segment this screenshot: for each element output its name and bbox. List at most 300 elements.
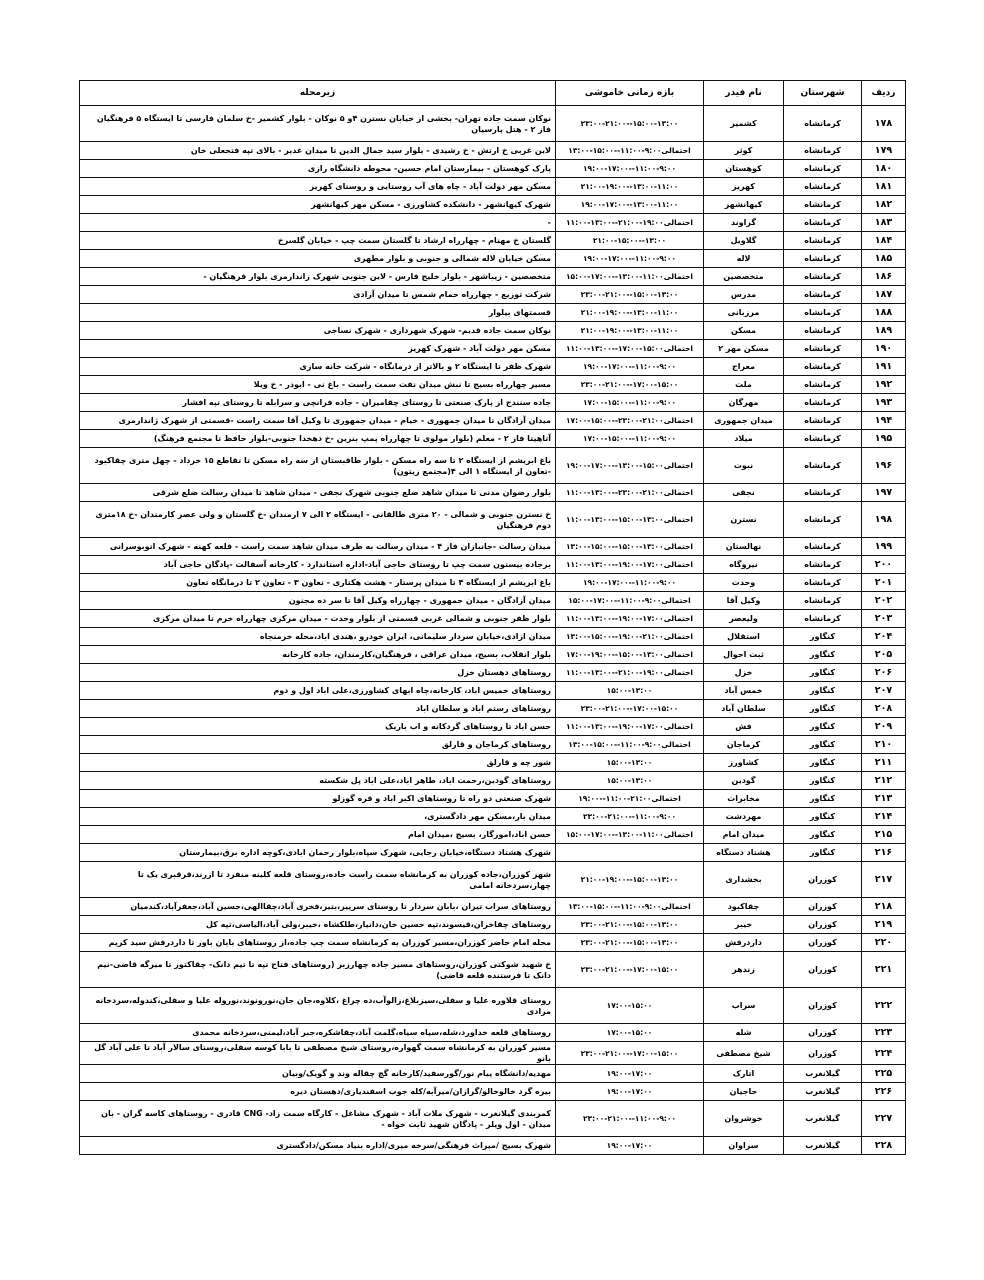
header-area: زیرمحله xyxy=(80,81,556,106)
area-cell: روستاهای خمیس اباد، کارخانه،چاه ابهای کشاورزی،علی اباد اول و دوم xyxy=(80,682,556,700)
outage-time-cell: ۲۳:۰۰-۲۱:۰۰--۱۵:۰۰-۱۳:۰۰ xyxy=(556,286,704,304)
outage-time-cell: ۱۹:۰۰-۱۷:۰۰ xyxy=(556,1083,704,1101)
table-row xyxy=(80,916,906,934)
outage-time-cell: ۱۹:۰۰-۱۷:۰۰ xyxy=(556,1137,704,1155)
row-number-cell: ۲۲۶ xyxy=(862,1083,906,1101)
row-number-cell: ۲۱۵ xyxy=(862,826,906,844)
table-row xyxy=(80,700,906,718)
city-cell: کنگاور xyxy=(784,664,862,682)
feeder-name-cell: مسکن مهر ۲ xyxy=(704,340,784,358)
area-cell: شرکت توزیع - چهارراه حمام شمس تا میدان آزادی xyxy=(80,286,556,304)
row-number-cell: ۱۸۱ xyxy=(862,178,906,196)
area-cell: روستای قلاوره علیا و سفلی،سیزبلاغ،زالوآب،ده چراغ ،کلاوه،جان جان،نورونوند،نوروله علیا و سفلی،کندوله،سردخانه مرادی xyxy=(80,988,556,1024)
city-cell: کنگاور xyxy=(784,826,862,844)
area-cell: روستاهای دهستان خزل xyxy=(80,664,556,682)
row-number-cell: ۲۰۳ xyxy=(862,610,906,628)
city-cell: گیلانغرب xyxy=(784,1137,862,1155)
outage-time-cell: احتمالی۱۵:۰۰-۱۳:۰۰--۱۷:۰۰-۱۹:۰۰ xyxy=(556,448,704,484)
area-cell: مسیر چهارراه بسیج تا نبش میدان نفت سمت راست - باغ نی - ابوذر - خ ویلا xyxy=(80,376,556,394)
feeder-name-cell: اتارک xyxy=(704,1065,784,1083)
feeder-name-cell: هشتاد دستگاه xyxy=(704,844,784,862)
outage-time-cell: ۱۵:۰۰-۱۳:۰۰ xyxy=(556,682,704,700)
feeder-name-cell: متخصصین xyxy=(704,268,784,286)
row-number-cell: ۲۰۵ xyxy=(862,646,906,664)
feeder-name-cell: ثبت احوال xyxy=(704,646,784,664)
area-cell: مسکن مهر دولت آباد - چاه های آب روستایی و روستای کهریز xyxy=(80,178,556,196)
feeder-name-cell: خمس آباد xyxy=(704,682,784,700)
table-row xyxy=(80,718,906,736)
header-row-number: ردیف xyxy=(862,81,906,106)
outage-time-cell: ۱۹:۰۰-۱۷:۰۰--۱۱:۰۰-۹:۰۰ xyxy=(556,250,704,268)
area-cell: شهرک بسیج /میراث فرهنگی/سرخه میری/اداره بنیاد مسکن/دادگستری xyxy=(80,1137,556,1155)
row-number-cell: ۲۱۱ xyxy=(862,754,906,772)
feeder-name-cell: سراب xyxy=(704,988,784,1024)
area-cell: بلوار رضوان مدنی تا میدان شاهد ضلع جنوبی شهرک نجفی - میدان شاهد تا میدان رسالت ضلع شرقی xyxy=(80,484,556,502)
outage-time-cell: احتمالی۱۹:۰۰-۲۱:۰۰--۱۳:۰۰-۱۱:۰۰ xyxy=(556,214,704,232)
city-cell: کوزران xyxy=(784,862,862,898)
row-number-cell: ۲۰۷ xyxy=(862,682,906,700)
feeder-name-cell: خیبر xyxy=(704,916,784,934)
outage-time-cell: احتمالی۲۱:۰۰-۱۱:۰۰--۱۹:۰۰ xyxy=(556,790,704,808)
feeder-name-cell: معراج xyxy=(704,358,784,376)
outage-time-cell: ۲۳:۰۰-۲۱:۰۰--۱۷:۰۰-۱۵:۰۰ xyxy=(556,952,704,988)
row-number-cell: ۲۲۷ xyxy=(862,1101,906,1137)
table-row xyxy=(80,232,906,250)
table-row xyxy=(80,250,906,268)
table-row xyxy=(80,484,906,502)
city-cell: کرمانشاه xyxy=(784,340,862,358)
outage-time-cell: احتمالی۲۱:۰۰-۱۹:۰۰--۱۵:۰۰-۱۳:۰۰ xyxy=(556,628,704,646)
feeder-name-cell: بخشداری xyxy=(704,862,784,898)
table-row xyxy=(80,664,906,682)
city-cell: کرمانشاه xyxy=(784,304,862,322)
outage-time-cell: ۱۹:۰۰-۱۷:۰۰ xyxy=(556,1065,704,1083)
feeder-name-cell: کهریز xyxy=(704,178,784,196)
feeder-name-cell: مخابرات xyxy=(704,790,784,808)
city-cell: کرمانشاه xyxy=(784,286,862,304)
outage-time-cell: ۱۹:۰۰-۱۷:۰۰--۱۱:۰۰-۹:۰۰ xyxy=(556,358,704,376)
row-number-cell: ۱۷۹ xyxy=(862,142,906,160)
outage-time-cell: ۱۵:۰۰-۱۳:۰۰ xyxy=(556,754,704,772)
outage-time-cell: ۲۱:۰۰-۱۹:۰۰--۱۳:۰۰-۱۱:۰۰ xyxy=(556,178,704,196)
row-number-cell: ۲۲۵ xyxy=(862,1065,906,1083)
city-cell: کنگاور xyxy=(784,844,862,862)
feeder-name-cell: مرزبانی xyxy=(704,304,784,322)
feeder-name-cell: نهالستان xyxy=(704,538,784,556)
feeder-name-cell: نبوت xyxy=(704,448,784,484)
city-cell: کنگاور xyxy=(784,790,862,808)
row-number-cell: ۱۹۷ xyxy=(862,484,906,502)
feeder-name-cell: میدان امام xyxy=(704,826,784,844)
area-cell: بیره گرد خالوخالو/گرازان/میرآبه/کله جوب اسفندیاری/دهستان دیره xyxy=(80,1083,556,1101)
outage-time-cell: احتمالی۱۳:۰۰-۱۵:۰۰--۱۵:۰۰-۱۳:۰۰ xyxy=(556,538,704,556)
row-number-cell: ۲۱۶ xyxy=(862,844,906,862)
feeder-name-cell: ولیعصر xyxy=(704,610,784,628)
table-row xyxy=(80,628,906,646)
city-cell: کوزران xyxy=(784,916,862,934)
row-number-cell: ۲۲۱ xyxy=(862,952,906,988)
outage-time-cell: ۱۹:۰۰-۱۷:۰۰--۱۱:۰۰-۹:۰۰ xyxy=(556,574,704,592)
outage-time-cell: احتمالی۱۱:۰۰-۱۳:۰۰--۱۷:۰۰-۱۵:۰۰ xyxy=(556,268,704,286)
city-cell: کنگاور xyxy=(784,718,862,736)
city-cell: کنگاور xyxy=(784,754,862,772)
feeder-name-cell: شیخ مصطفی xyxy=(704,1042,784,1065)
row-number-cell: ۲۰۰ xyxy=(862,556,906,574)
area-cell: متخصصین - زیباشهر - بلوار خلیج فارس - لاین جنوبی شهرک زاندارمری بلوار فرهنگیان - xyxy=(80,268,556,286)
city-cell: کرمانشاه xyxy=(784,178,862,196)
table-row xyxy=(80,502,906,538)
row-number-cell: ۱۸۷ xyxy=(862,286,906,304)
table-row xyxy=(80,646,906,664)
table-row xyxy=(80,1083,906,1101)
area-cell: حسن اباد تا روستاهای گردکانه و اب باریک xyxy=(80,718,556,736)
outage-time-cell: احتمالی۲۱:۰۰-۲۳:۰۰--۱۵:۰۰-۱۷:۰۰ xyxy=(556,412,704,430)
row-number-cell: ۱۹۴ xyxy=(862,412,906,430)
area-cell: میدان ازادی،خیابان سردار سلیمانی، ایران خودرو ،هندی اباد،محله خرمنجاه xyxy=(80,628,556,646)
outage-time-cell: احتمالی۱۷:۰۰-۱۹:۰۰--۱۳:۰۰-۱۱:۰۰ xyxy=(556,718,704,736)
city-cell: کرمانشاه xyxy=(784,232,862,250)
area-cell: - xyxy=(80,214,556,232)
row-number-cell: ۱۸۵ xyxy=(862,250,906,268)
row-number-cell: ۱۹۸ xyxy=(862,502,906,538)
feeder-name-cell: چقاکبود xyxy=(704,898,784,916)
header-feeder: نام فیدر xyxy=(704,81,784,106)
header-row xyxy=(80,81,906,106)
table-row xyxy=(80,898,906,916)
row-number-cell: ۲۱۳ xyxy=(862,790,906,808)
feeder-name-cell: میلاد xyxy=(704,430,784,448)
feeder-name-cell: کوثر xyxy=(704,142,784,160)
feeder-name-cell: داردرفش xyxy=(704,934,784,952)
row-number-cell: ۱۹۶ xyxy=(862,448,906,484)
area-cell: میدان بار،مسکن مهر دادگستری، xyxy=(80,808,556,826)
area-cell: میدان آزادگان تا میدان جمهوری - خیام - میدان جمهوری تا وکیل آقا سمت راست -قسمتی از شهرک ژاندارمری xyxy=(80,412,556,430)
table-row xyxy=(80,358,906,376)
row-number-cell: ۱۸۲ xyxy=(862,196,906,214)
feeder-name-cell: کوهستان xyxy=(704,160,784,178)
table-row xyxy=(80,286,906,304)
feeder-name-cell: گراوند xyxy=(704,214,784,232)
area-cell: خ شهید شوکتی کوزران،روستاهای مسیر جاده چهارزبر (روستاهای فتاح تپه تا تیم دانک- چقاکتوز تا میرگه قاضی-نیم دانک تا فرستنده قلعه قاضی) xyxy=(80,952,556,988)
outage-time-cell: احتمالی۹:۰۰-۱۱:۰۰--۱۵:۰۰-۱۳:۰۰ xyxy=(556,142,704,160)
city-cell: کوزران xyxy=(784,934,862,952)
city-cell: کنگاور xyxy=(784,736,862,754)
table-row xyxy=(80,772,906,790)
area-cell: روستاهای رستم اباد و سلطان اباد xyxy=(80,700,556,718)
outage-time-cell: ۱۹:۰۰-۱۷:۰۰--۱۳:۰۰-۱۱:۰۰ xyxy=(556,196,704,214)
feeder-name-cell: کیهانشهر xyxy=(704,196,784,214)
table-row xyxy=(80,1101,906,1137)
city-cell: کرمانشاه xyxy=(784,484,862,502)
table-row xyxy=(80,178,906,196)
feeder-name-cell: وحدت xyxy=(704,574,784,592)
table-row xyxy=(80,592,906,610)
area-cell: مسکن مهر دولت آباد - شهرک کهریز xyxy=(80,340,556,358)
feeder-name-cell: استقلال xyxy=(704,628,784,646)
feeder-name-cell: گودین xyxy=(704,772,784,790)
city-cell: کرمانشاه xyxy=(784,394,862,412)
city-cell: گیلانغرب xyxy=(784,1083,862,1101)
outage-time-cell: ۱۷:۰۰-۱۵:۰۰ xyxy=(556,988,704,1024)
city-cell: کرمانشاه xyxy=(784,142,862,160)
row-number-cell: ۲۰۶ xyxy=(862,664,906,682)
area-cell: روستاهای گودین،رحمت اباد، طاهر اباد،علی اباد پل شکسته xyxy=(80,772,556,790)
header-outage-time: بازه زمانی خاموشی xyxy=(556,81,704,106)
table-row xyxy=(80,268,906,286)
outage-time-cell: احتمالی۹:۰۰-۱۱:۰۰--۱۵:۰۰-۱۳:۰۰ xyxy=(556,736,704,754)
row-number-cell: ۲۱۴ xyxy=(862,808,906,826)
feeder-name-cell: میدان جمهوری xyxy=(704,412,784,430)
row-number-cell: ۲۱۹ xyxy=(862,916,906,934)
city-cell: کرمانشاه xyxy=(784,250,862,268)
city-cell: کرمانشاه xyxy=(784,610,862,628)
row-number-cell: ۲۰۲ xyxy=(862,592,906,610)
city-cell: کنگاور xyxy=(784,772,862,790)
area-cell: باغ ابریشم از ایستگاه ۲ تا سه راه مسکن - بلوار طاقبستان از سه راه مسکن تا تقاطع ۱۵ خرداد - چهل متری چقاکبود -تعاون از ایستگاه ۱ الی ۴(مجتمع زیتون) xyxy=(80,448,556,484)
row-number-cell: ۱۹۰ xyxy=(862,340,906,358)
outage-time-cell: ۲۳:۰۰-۲۱:۰۰--۱۵:۰۰-۱۳:۰۰ xyxy=(556,934,704,952)
row-number-cell: ۲۰۹ xyxy=(862,718,906,736)
row-number-cell: ۱۹۹ xyxy=(862,538,906,556)
row-number-cell: ۲۲۸ xyxy=(862,1137,906,1155)
feeder-name-cell: نجفی xyxy=(704,484,784,502)
city-cell: کرمانشاه xyxy=(784,502,862,538)
row-number-cell: ۲۰۱ xyxy=(862,574,906,592)
area-cell: محله امام حاضر کوزران،مسیر کوزران به کرمانشاه سمت چپ جاده،از روستاهای بابان باور تا داردرفش سید کریم xyxy=(80,934,556,952)
row-number-cell: ۲۱۰ xyxy=(862,736,906,754)
area-cell: لاین غربی خ ارتش - خ رشیدی - بلوار سید جمال الدین تا میدان غدیر - بالای تپه فتحعلی خان xyxy=(80,142,556,160)
city-cell: کنگاور xyxy=(784,682,862,700)
table-row xyxy=(80,754,906,772)
table-row xyxy=(80,574,906,592)
table-row xyxy=(80,862,906,898)
outage-time-cell: احتمالی۱۹:۰۰-۲۱:۰۰--۱۳:۰۰-۱۱:۰۰ xyxy=(556,664,704,682)
table-row xyxy=(80,376,906,394)
city-cell: کرمانشاه xyxy=(784,196,862,214)
row-number-cell: ۱۸۴ xyxy=(862,232,906,250)
feeder-name-cell: نیروگاه xyxy=(704,556,784,574)
table-row xyxy=(80,430,906,448)
outage-time-cell xyxy=(556,844,704,862)
outage-table xyxy=(79,80,906,1155)
feeder-name-cell: خزل xyxy=(704,664,784,682)
table-row xyxy=(80,1024,906,1042)
outage-time-cell: ۲۳:۰۰-۲۱:۰۰--۱۱:۰۰-۹:۰۰ xyxy=(556,808,704,826)
city-cell: گیلانغرب xyxy=(784,1065,862,1083)
outage-time-cell: ۱۷:۰۰-۱۵:۰۰ xyxy=(556,1024,704,1042)
area-cell: میدان آزادگان - میدان جمهوری - چهارراه وکیل آقا تا سر ده مجنون xyxy=(80,592,556,610)
row-number-cell: ۲۱۲ xyxy=(862,772,906,790)
feeder-name-cell: گلاویل xyxy=(704,232,784,250)
table-row xyxy=(80,322,906,340)
feeder-name-cell: وکیل آقا xyxy=(704,592,784,610)
city-cell: کرمانشاه xyxy=(784,592,862,610)
table-row xyxy=(80,1065,906,1083)
area-cell: شور چه و قارلق xyxy=(80,754,556,772)
outage-time-cell: ۱۵:۰۰-۱۳:۰۰ xyxy=(556,772,704,790)
city-cell: کوزران xyxy=(784,1042,862,1065)
city-cell: کوزران xyxy=(784,898,862,916)
outage-time-cell: ۱۹:۰۰-۱۷:۰۰--۱۱:۰۰-۹:۰۰ xyxy=(556,160,704,178)
feeder-name-cell: لاله xyxy=(704,250,784,268)
outage-time-cell: ۲۳:۰۰-۲۱:۰۰--۱۷:۰۰-۱۵:۰۰ xyxy=(556,700,704,718)
area-cell: مسکن خیابان لاله شمالی و جنوبی و بلوار مطهری xyxy=(80,250,556,268)
row-number-cell: ۲۲۲ xyxy=(862,988,906,1024)
table-row xyxy=(80,412,906,430)
feeder-name-cell: خوشروان xyxy=(704,1101,784,1137)
area-cell: شهرک کیهانشهر - دانشکده کشاورزی - مسکن مهر کیهانشهر xyxy=(80,196,556,214)
outage-time-cell: احتمالی۱۷:۰۰-۱۹:۰۰--۱۳:۰۰-۱۱:۰۰ xyxy=(556,556,704,574)
row-number-cell: ۱۹۵ xyxy=(862,430,906,448)
outage-time-cell: ۱۷:۰۰-۱۵:۰۰--۱۱:۰۰-۹:۰۰ xyxy=(556,430,704,448)
outage-time-cell: احتمالی۱۱:۰۰-۱۳:۰۰--۱۷:۰۰-۱۵:۰۰ xyxy=(556,826,704,844)
outage-time-cell: احتمالی۱۵:۰۰-۱۷:۰۰--۱۳:۰۰-۱۱:۰۰ xyxy=(556,340,704,358)
table-row xyxy=(80,1042,906,1065)
outage-time-cell: احتمالی۹:۰۰-۱۱:۰۰--۱۵:۰۰-۱۳:۰۰ xyxy=(556,898,704,916)
area-cell: جاده سنندج از پارک صنعتی تا روستای چقامیران - جاده فرانچی و سرابله تا روستای تپه افشار xyxy=(80,394,556,412)
table-row xyxy=(80,556,906,574)
city-cell: کرمانشاه xyxy=(784,358,862,376)
city-cell: کوزران xyxy=(784,988,862,1024)
city-cell: کرمانشاه xyxy=(784,448,862,484)
table-row xyxy=(80,934,906,952)
row-number-cell: ۱۸۸ xyxy=(862,304,906,322)
table-row xyxy=(80,214,906,232)
area-cell: بلوار ظفر جنوبی و شمالی غربی قسمتی از بلوار وحدت - میدان مرکزی چهارراه خرم تا میدان مرکزی xyxy=(80,610,556,628)
area-cell: مسیر کوزران به کرمانشاه سمت گهواره،روستای شیخ مصطفی تا بابا کوسه سفلی،روستای سالار آباد تا علی آباد گل بانو xyxy=(80,1042,556,1065)
city-cell: کرمانشاه xyxy=(784,538,862,556)
table-row xyxy=(80,304,906,322)
city-cell: کرمانشاه xyxy=(784,376,862,394)
row-number-cell: ۱۹۲ xyxy=(862,376,906,394)
outage-time-cell: ۲۱:۰۰-۱۹:۰۰--۱۳:۰۰-۱۱:۰۰ xyxy=(556,322,704,340)
row-number-cell: ۲۱۸ xyxy=(862,898,906,916)
area-cell: شهرک هشتاد دستگاه،خیابان رجایی، شهرک سپاه،بلوار رحمان ابادی،کوچه اداره برق،بیمارستان xyxy=(80,844,556,862)
outage-time-cell: ۲۳:۰۰-۲۱:۰۰--۱۷:۰۰-۱۵:۰۰ xyxy=(556,376,704,394)
city-cell: کرمانشاه xyxy=(784,160,862,178)
area-cell: خ نسترن جنوبی و شمالی - ۲۰ متری طالقانی - ایستگاه ۲ الی ۷ ارمندان -خ گلستان و ولی عصر کارمندان -خ ۱۸متری دوم فرهنگیان xyxy=(80,502,556,538)
city-cell: کرمانشاه xyxy=(784,430,862,448)
area-cell: مهدیه/دانشگاه پیام نور/گورسفید/کارخانه گچ چقاله وند و گویک/وبیان xyxy=(80,1065,556,1083)
feeder-name-cell: ملت xyxy=(704,376,784,394)
feeder-name-cell: مهرگان xyxy=(704,394,784,412)
feeder-name-cell: مدرس xyxy=(704,286,784,304)
area-cell: پارک کوهستان - بیمارستان امام حسین- محوطه دانشگاه رازی xyxy=(80,160,556,178)
area-cell: بزجاده بیستون سمت چپ تا روستای حاجی آباد-اداره استاندارد - کارخانه آسفالت -پادگان حاجی آباد xyxy=(80,556,556,574)
feeder-name-cell: شله xyxy=(704,1024,784,1042)
row-number-cell: ۲۱۷ xyxy=(862,862,906,898)
table-row xyxy=(80,394,906,412)
outage-time-cell: احتمالی۲۱:۰۰-۲۳:۰۰--۱۳:۰۰-۱۱:۰۰ xyxy=(556,484,704,502)
city-cell: کرمانشاه xyxy=(784,214,862,232)
row-number-cell: ۲۲۳ xyxy=(862,1024,906,1042)
table-row xyxy=(80,736,906,754)
outage-time-cell: ۲۳:۰۰-۲۱:۰۰--۱۱:۰۰-۹:۰۰ xyxy=(556,1101,704,1137)
city-cell: کوزران xyxy=(784,952,862,988)
row-number-cell: ۲۰۸ xyxy=(862,700,906,718)
table-row xyxy=(80,610,906,628)
city-cell: کرمانشاه xyxy=(784,556,862,574)
table-row xyxy=(80,844,906,862)
table-row xyxy=(80,682,906,700)
table-row xyxy=(80,790,906,808)
table-row xyxy=(80,1137,906,1155)
outage-time-cell: احتمالی۱۳:۰۰-۱۵:۰۰--۱۳:۰۰-۱۱:۰۰ xyxy=(556,502,704,538)
feeder-name-cell: کشاورز xyxy=(704,754,784,772)
row-number-cell: ۱۸۰ xyxy=(862,160,906,178)
table-row xyxy=(80,826,906,844)
row-number-cell: ۲۰۴ xyxy=(862,628,906,646)
row-number-cell: ۱۷۸ xyxy=(862,106,906,142)
outage-time-cell: ۲۳:۰۰-۲۱:۰۰--۱۵:۰۰-۱۳:۰۰ xyxy=(556,916,704,934)
outage-time-cell: احتمالی۱۷:۰۰-۱۹:۰۰--۱۳:۰۰-۱۱:۰۰ xyxy=(556,610,704,628)
feeder-name-cell: سراوان xyxy=(704,1137,784,1155)
city-cell: کرمانشاه xyxy=(784,106,862,142)
feeder-name-cell: نسترن xyxy=(704,502,784,538)
feeder-name-cell: کرماجان xyxy=(704,736,784,754)
city-cell: کرمانشاه xyxy=(784,574,862,592)
row-number-cell: ۱۹۱ xyxy=(862,358,906,376)
table-row xyxy=(80,106,906,142)
area-cell: روستاهای قلعه خداورد،شله،سیاه سیاه،گلمت آباد،چقاشکره،جبر آباد،لیمنی،سردخانه محمدی xyxy=(80,1024,556,1042)
outage-time-cell: ۲۳:۰۰-۲۱:۰۰--۱۷:۰۰-۱۵:۰۰ xyxy=(556,1042,704,1065)
area-cell: کمربندی گیلانغرب - شهرک ملات آباد - شهرک مشاغل - کارگاه سمت زاد- CNG قادری - روستاهای کاسه گران - بان میدان - اول ویلر - پادگان شهید ثابت خواه - xyxy=(80,1101,556,1137)
row-number-cell: ۱۹۳ xyxy=(862,394,906,412)
city-cell: کنگاور xyxy=(784,700,862,718)
area-cell: آتاهیتا فاز ۲ - معلم (بلوار مولوی تا چهارراه پمپ بنزین -خ دهخدا جنوبی-بلوار حافظ تا مجتمع فرهنگ) xyxy=(80,430,556,448)
row-number-cell: ۱۸۶ xyxy=(862,268,906,286)
table-row xyxy=(80,142,906,160)
table-row xyxy=(80,538,906,556)
feeder-name-cell: فش xyxy=(704,718,784,736)
table-row xyxy=(80,160,906,178)
outage-schedule-sheet xyxy=(79,80,905,1155)
area-cell: قسمتهای بیلوار xyxy=(80,304,556,322)
outage-time-cell: ۲۱:۰۰-۱۹:۰۰--۱۳:۰۰-۱۱:۰۰ xyxy=(556,304,704,322)
table-row xyxy=(80,196,906,214)
feeder-name-cell: حاجیان xyxy=(704,1083,784,1101)
area-cell: بلوار انقلاب، بسیج، میدان عراقی ، فرهنگیان،کارمندان، جاده کارخانه xyxy=(80,646,556,664)
outage-time-cell: احتمالی۱۳:۰۰-۱۵:۰۰--۱۹:۰۰-۱۷:۰۰ xyxy=(556,646,704,664)
city-cell: کنگاور xyxy=(784,628,862,646)
feeder-name-cell: زندهر xyxy=(704,952,784,988)
area-cell: میدان رسالت -جانبازان فاز ۴ - میدان رسالت به طرف میدان شاهد سمت راست - قلعه کهنه - شهرک اتوبوسرانی xyxy=(80,538,556,556)
row-number-cell: ۱۸۳ xyxy=(862,214,906,232)
outage-time-cell: احتمالی۹:۰۰-۱۱:۰۰--۱۷:۰۰-۱۵:۰۰ xyxy=(556,592,704,610)
table-row xyxy=(80,952,906,988)
area-cell: نوکان سمت جاده تهران- بخشی از خیابان نسترن ۴و ۵ نوکان - بلوار کشمیر -خ سلمان فارسی تا ایستگاه ۵ فرهنگیان فاز ۲ - هتل پارسیان xyxy=(80,106,556,142)
city-cell: کوزران xyxy=(784,1024,862,1042)
feeder-name-cell: سلطان آباد xyxy=(704,700,784,718)
row-number-cell: ۲۲۴ xyxy=(862,1042,906,1065)
city-cell: کرمانشاه xyxy=(784,412,862,430)
table-row xyxy=(80,448,906,484)
area-cell: حسن اباد،اموزگار، بسیج ،میدان امام xyxy=(80,826,556,844)
table-row xyxy=(80,988,906,1024)
city-cell: کرمانشاه xyxy=(784,268,862,286)
outage-time-cell: ۲۱:۰۰-۱۵:۰۰--۱۳:۰۰ xyxy=(556,232,704,250)
row-number-cell: ۱۸۹ xyxy=(862,322,906,340)
header-city: شهرستان xyxy=(784,81,862,106)
city-cell: کنگاور xyxy=(784,646,862,664)
area-cell: روستاهای سراب تیران ،بابان سردار تا روستای سرپیر،بتیر،فخری آباد،چقاالهی،حسین آباد،جعفرآباد،کندمیان xyxy=(80,898,556,916)
area-cell: شهر کوزران،جاده کوزران به کرمانشاه سمت راست جاده،روستای قلعه کلینه منفرد تا ازرند،قرقبری یک تا چهار،سردخانه امامی xyxy=(80,862,556,898)
area-cell: روستاهای چقاخزان،قیسوند،تپه حسین خان،دانیار،طلکشاه ،خیبر،ولی آباد،الیاسی،تپه کل xyxy=(80,916,556,934)
feeder-name-cell: کشمیر xyxy=(704,106,784,142)
table-row xyxy=(80,808,906,826)
area-cell: گلستان خ مهنام - چهارراه ارشاد تا گلستان سمت چپ - خیابان گلسرخ xyxy=(80,232,556,250)
row-number-cell: ۲۲۰ xyxy=(862,934,906,952)
